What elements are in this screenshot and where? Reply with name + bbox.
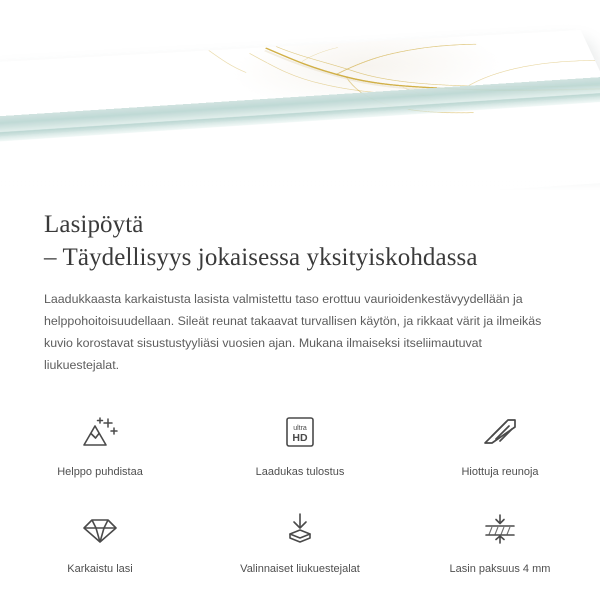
feature-label: Helppo puhdistaa [57,466,143,478]
feature-label: Laadukas tulostus [255,466,345,478]
feature-item-easy-clean [0,400,200,491]
feature-item-thickness [400,497,600,588]
sparkle-cloth-icon [77,410,123,454]
feature-item-anti-slip-feet [200,497,400,588]
description-paragraph: Laadukkaasta karkaistusta lasista valmistettu taso erottuu vaurioidenkestävyydellään ja helppohoitoisuudellaan. Sileät reunat takaavat turvallisen käytön, ja rikkaat värit ja ilmeikäs kuvio korostavat sisustustyyliäsi vuosien ajan. Mukana ilmaiseksi itseliimautuvat liukuestejalat. [44,292,542,372]
hero-bottom-fade [0,156,600,196]
feature-item-print-quality [200,400,400,491]
headline-line-2: – Täydellisyys jokaisessa yksityiskohdassa [44,244,478,271]
feature-label: Hiottuja reunoja [461,466,539,478]
feature-label: Valinnaiset liukuestejalat [240,563,360,575]
hero-image [0,0,600,196]
ultra-hd-icon [277,410,323,454]
feature-label: Karkaistu lasi [67,563,133,575]
thickness-arrows-icon [477,507,523,551]
diamond-icon [77,507,123,551]
feature-item-tempered-glass [0,497,200,588]
text-content [0,196,600,376]
anti-slip-foot-icon [277,507,323,551]
feature-item-polished-edges [400,400,600,491]
polished-edges-icon [477,410,523,454]
svg-text:ultra: ultra [293,425,307,432]
headline-line-1: Lasipöytä [44,211,144,238]
page-title [0,196,600,274]
feature-grid [0,400,600,588]
feature-label: Lasin paksuus 4 mm [449,563,551,575]
svg-text:HD: HD [292,432,308,444]
